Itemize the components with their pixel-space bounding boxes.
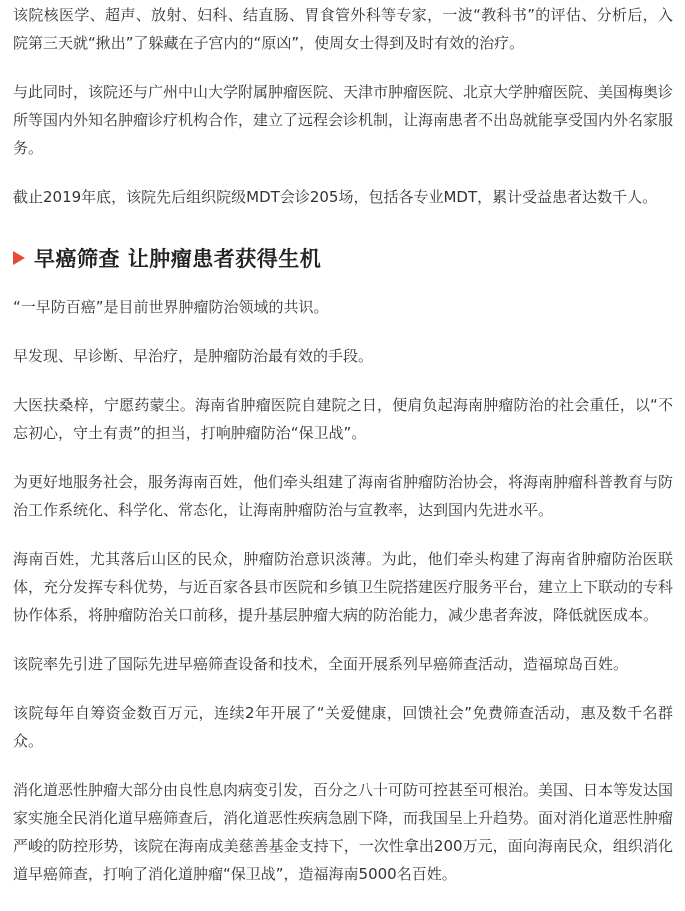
paragraph: 该院率先引进了国际先进早癌筛查设备和技术，全面开展系列早癌筛查活动，造福琼岛百姓。: [13, 655, 629, 673]
paragraph: 截止2019年底，该院先后组织院级MDT会诊205场，包括各专业MDT，累计受益患者达数千人。: [13, 188, 658, 206]
paragraph: “一早防百癌”是目前世界肿瘤防治领域的共识。: [13, 298, 329, 316]
paragraph: 早发现、早诊断、早治疗，是肿瘤防治最有效的手段。: [13, 347, 374, 365]
paragraph: 大医扶桑梓，宁愿药蒙尘。海南省肿瘤医院自建院之日，便肩负起海南肿瘤防治的社会重任，以“不忘初心，守土有责”的担当，打响肿瘤防治“保卫战”。: [13, 396, 673, 442]
paragraph: 为更好地服务社会，服务海南百姓，他们牵头组建了海南省肿瘤防治协会，将海南肿瘤科普教育与防治工作系统化、科学化、常态化，让海南肿瘤防治与宣教率，达到国内先进水平。: [13, 473, 674, 519]
paragraph: 该院每年自筹资金数百万元，连续2年开展了“关爱健康，回馈社会”免费筛查活动，惠及数千名群众。: [13, 704, 673, 750]
article-body: [0, 1, 685, 888]
paragraph: 该院核医学、超声、放射、妇科、结直肠、胃食管外科等专家，一波“教科书”的评估、分析后，入院第三天就“揪出”了躲藏在子宫内的“原凶”，使周女士得到及时有效的治疗。: [13, 6, 673, 52]
section-title: 早癌筛查 让肿瘤患者获得生机: [34, 247, 322, 271]
section-heading: [13, 241, 673, 275]
paragraph: 海南百姓，尤其落后山区的民众，肿瘤防治意识淡薄。为此，他们牵头构建了海南省肿瘤防治医联体，充分发挥专科优势，与近百家各县市医院和乡镇卫生院搭建医疗服务平台，建立上下联动的专科协作体系，将肿瘤防治关口前移，提升基层肿瘤大病的防治能力，减少患者奔波，降低就医成本。: [13, 550, 674, 624]
paragraph: 消化道恶性肿瘤大部分由良性息肉病变引发，百分之八十可防可控甚至可根治。美国、日本等发达国家实施全民消化道早癌筛查后，消化道恶性疾病急剧下降，而我国呈上升趋势。面对消化道恶性肿瘤严峻的防控形势，该院在海南成美慈善基金支持下，一次性拿出200万元，面向海南民众，组织消化道早癌筛查，打响了消化道肿瘤“保卫战”，造福海南5000名百姓。: [13, 781, 674, 883]
paragraph: 与此同时，该院还与广州中山大学附属肿瘤医院、天津市肿瘤医院、北京大学肿瘤医院、美国梅奥诊所等国内外知名肿瘤诊疗机构合作，建立了远程会诊机制，让海南患者不出岛就能享受国内外名家服务。: [13, 83, 674, 157]
play-triangle-icon: [13, 251, 25, 265]
